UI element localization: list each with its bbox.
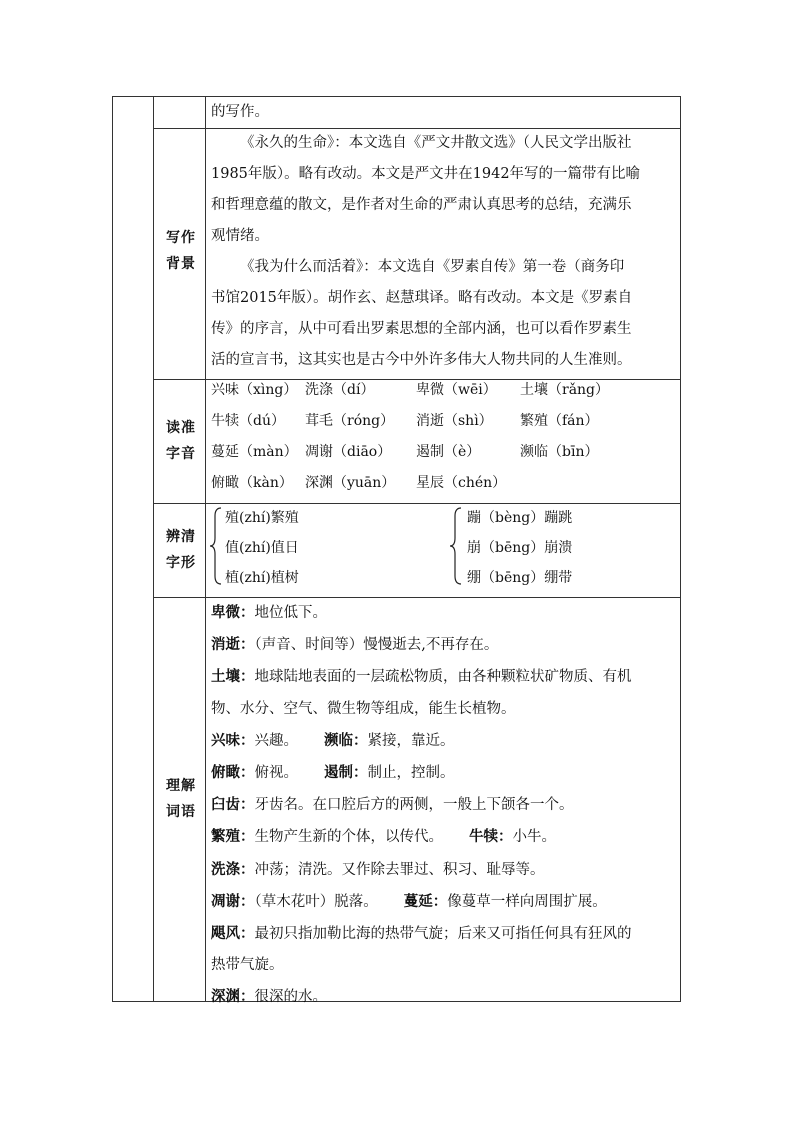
vocab-definition: 最初只指加勒比海的热带气旋；后来又可指任何具有狂风的 (254, 926, 632, 943)
pronunciation-grid (211, 375, 674, 499)
vocab-definition: 热带气旋。 (211, 957, 284, 974)
vocab-term: 濒临： (324, 731, 368, 749)
background-content (211, 128, 674, 376)
left-brace-icon (449, 506, 463, 586)
vocab-definition: （草木花叶）脱落。 (254, 893, 378, 910)
pinyin-item: 凋谢（diāo） (305, 444, 392, 460)
vocab-term: 兴味： (211, 731, 255, 749)
vocab-definition: 紧接，靠近。 (367, 732, 455, 749)
column-divider (153, 97, 154, 1001)
vocab-line (211, 950, 674, 981)
pinyin-item: 深渊（yuān） (305, 475, 396, 491)
glyphs-content (211, 503, 674, 597)
pinyin-item: 遏制（è） (416, 444, 481, 460)
vocab-term: 蔓延： (403, 892, 448, 910)
glyph-item: 绷（bēng）绷带 (467, 570, 573, 586)
vocab-definition: 制止，控制。 (367, 765, 455, 782)
background-paragraph-2: 《我为什么而活着》：本文选自《罗素自传》第一卷（商务印 书馆2015年版）。胡作玄、赵慧琪译。略有改动。本文是《罗素自 传》的序言，从中可看出罗素思想的全部内涵，也可以看作罗素生 活的宣言书，这其实也是古今中外许多伟大人物共同的人生准则。 (211, 259, 633, 368)
vocab-line (211, 789, 674, 821)
pinyin-item: 土壤（rǎng） (520, 382, 610, 398)
glyphs-label: 辨清 字形 (166, 529, 196, 571)
pinyin-item: 卑微（wēi） (416, 382, 497, 398)
vocab-definition: 牙齿名。在口腔后方的两侧，一般上下颌各一个。 (254, 797, 574, 814)
vocab-term: 深渊： (211, 988, 255, 1006)
pinyin-item: 繁殖（fán） (520, 413, 599, 429)
background-label: 写作 背景 (166, 230, 196, 272)
vocab-definition: 地球陆地表面的一层疏松物质，由各种颗粒状矿物质、有机 (254, 669, 632, 686)
pinyin-item: 茸毛（róng） (305, 413, 395, 429)
pinyin-item: 濒临（bīn） (520, 444, 599, 460)
vocab-definition: 生物产生新的个体，以传代。 (254, 829, 443, 846)
pinyin-item: 消逝（shì） (416, 413, 493, 429)
vocab-term: 凋谢： (211, 892, 255, 910)
pinyin-item: 蔓延（màn） (211, 444, 298, 460)
vocab-line (211, 661, 674, 693)
vocab-label: 理解 词语 (166, 778, 196, 820)
vocab-definition: 冲荡；清洗。又作除去罪过、积习、耻辱等。 (254, 861, 545, 878)
vocab-line (211, 694, 674, 725)
document-table (112, 96, 681, 1006)
vocab-line (211, 821, 674, 853)
vocab-line (211, 886, 674, 918)
left-brace-icon (209, 506, 223, 586)
vocab-definition: 俯视。 (254, 765, 298, 782)
glyph-item: 崩（bēng）崩溃 (467, 540, 573, 556)
vocab-definition: 很深的水。 (254, 989, 327, 1006)
glyph-item: 蹦（bèng）蹦跳 (467, 510, 573, 526)
vocab-line (211, 854, 674, 886)
vocab-line (211, 629, 674, 661)
vocab-term: 土壤： (211, 668, 255, 686)
vocab-term: 遏制： (324, 764, 368, 782)
vocab-term: 洗涤： (211, 860, 255, 878)
vocab-definition: （声音、时间等）慢慢逝去,不再存在。 (254, 637, 499, 654)
continuation-text: 的写作。 (211, 104, 269, 120)
vocab-line (211, 981, 674, 1013)
vocab-line (211, 597, 674, 629)
glyph-item: 值(zhí)值日 (225, 540, 299, 556)
pinyin-item: 俯瞰（kàn） (211, 475, 293, 491)
vocab-definition: 物、水分、空气、微生物等组成，能生长植物。 (211, 700, 516, 717)
pinyin-item: 牛犊（dú） (211, 413, 285, 429)
background-paragraph-1: 《永久的生命》：本文选自《严文井散文选》（人民文学出版社 1985年版）。略有改动。本文是严文井在1942年写的一篇带有比喻 和哲理意蕴的散文，是作者对生命的严肃认真思考的总结，充满乐 观情绪。 (211, 135, 641, 244)
pinyin-item: 星辰（chén） (416, 475, 507, 491)
vocab-line (211, 918, 674, 950)
vocab-term: 牛犊： (469, 828, 513, 846)
vocab-term: 繁殖： (211, 828, 255, 846)
vocab-definition: 兴趣。 (254, 732, 298, 749)
vocab-line (211, 725, 674, 757)
pinyin-item: 洗涤（dí） (305, 382, 375, 398)
vocab-definition: 小牛。 (512, 829, 556, 846)
vocab-term: 臼齿： (211, 796, 255, 814)
pinyin-item: 兴味（xìng） (211, 382, 298, 398)
glyph-group-beng (467, 503, 572, 593)
glyph-group-zhi (225, 503, 299, 593)
pronunciation-label: 读准 字音 (166, 420, 196, 462)
vocab-definition: 像蔓草一样向周围扩展。 (447, 893, 607, 910)
vocab-term: 卑微： (211, 604, 255, 621)
vocab-list (211, 597, 674, 1014)
vocab-definition: 地位低下。 (254, 605, 327, 621)
vocab-term: 飓风： (211, 925, 255, 943)
vocab-term: 俯瞰： (211, 764, 255, 782)
vocab-line (211, 757, 674, 789)
glyph-item: 殖(zhí)繁殖 (225, 510, 299, 526)
glyph-item: 植(zhí)植树 (225, 570, 299, 586)
vocab-term: 消逝： (211, 636, 255, 654)
